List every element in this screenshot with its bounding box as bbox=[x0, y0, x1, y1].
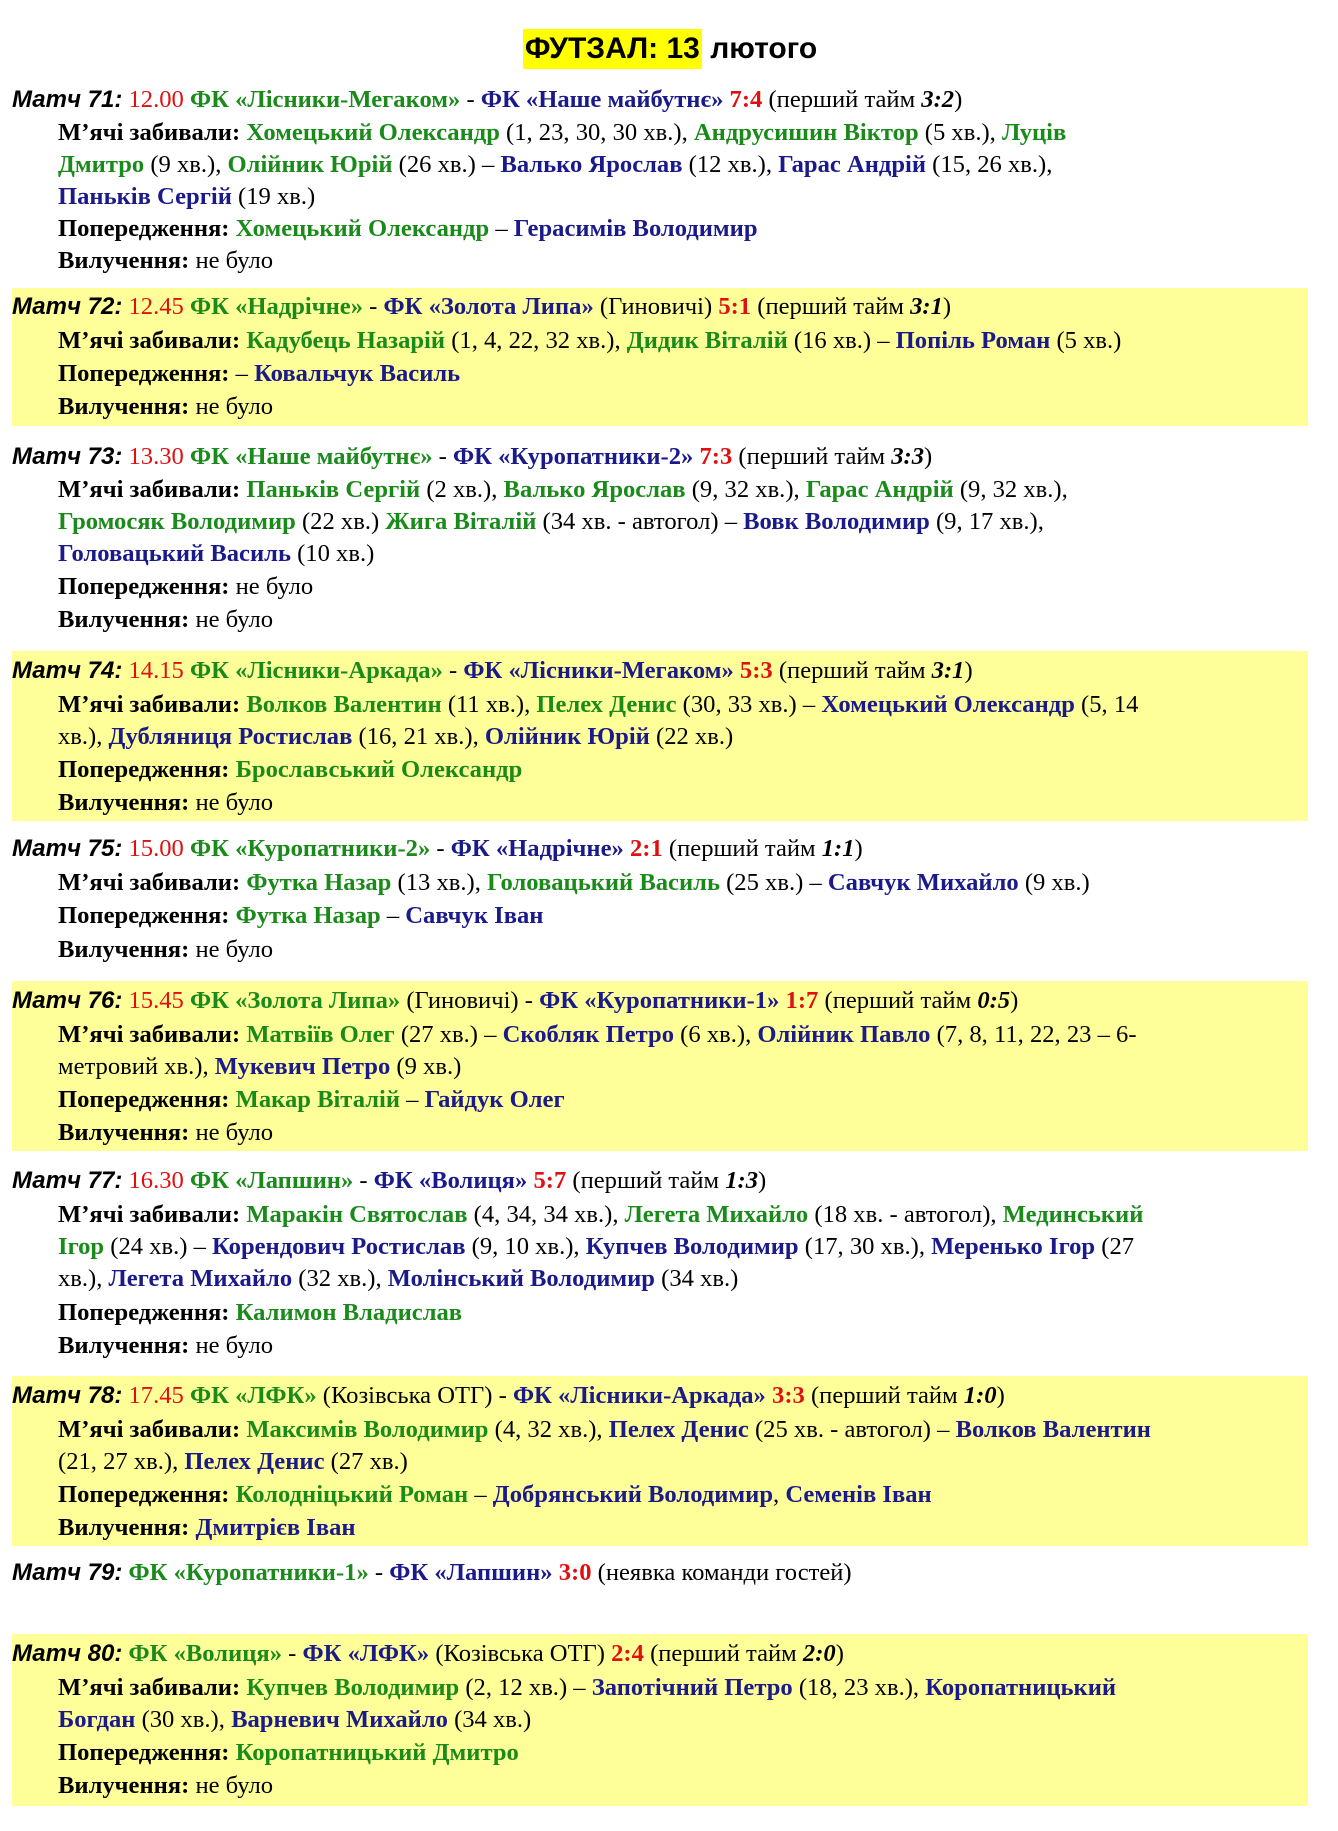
goals-line: М’ячі забивали: Маракін Святослав (4, 34, 34 хв.), Легета Михайло (18 хв. - автогол), Мединський bbox=[58, 1201, 1144, 1228]
warnings-line: Попередження: не було bbox=[58, 573, 314, 600]
goals-line: Ігор (24 хв.) – Корендович Ростислав (9, 10 хв.), Купчев Володимир (17, 30 хв.), Меренько Ігор (27 bbox=[58, 1233, 1135, 1260]
match-76-header: Матч 76: 15.45 ФК «Золота Липа» (Гиновичі) - ФК «Куропатники-1» 1:7 (перший тайм 0:5) bbox=[12, 987, 1019, 1014]
goals-line: Богдан (30 хв.), Варневич Михайло (34 хв.) bbox=[58, 1706, 532, 1733]
title-highlight: ФУТЗАЛ: 13 bbox=[523, 29, 702, 69]
match-76 bbox=[12, 981, 1308, 1151]
match-78-header: Матч 78: 17.45 ФК «ЛФК» (Козівська ОТГ) - ФК «Лісники-Аркада» 3:3 (перший тайм 1:0) bbox=[12, 1382, 1005, 1409]
warnings-line: Попередження: Брославський Олександр bbox=[58, 756, 523, 783]
warnings-line: Попередження: Макар Віталій – Гайдук Олег bbox=[58, 1086, 565, 1113]
match-74-header: Матч 74: 14.15 ФК «Лісники-Аркада» - ФК «Лісники-Мегаком» 5:3 (перший тайм 3:1) bbox=[12, 657, 973, 684]
match-77-header: Матч 77: 16.30 ФК «Лапшин» - ФК «Волиця» 5:7 (перший тайм 1:3) bbox=[12, 1167, 767, 1194]
match-72 bbox=[12, 288, 1308, 426]
sendoffs-line: Вилучення: не було bbox=[58, 1119, 274, 1146]
warnings-line: Попередження: Калимон Владислав bbox=[58, 1299, 463, 1326]
goals-line: М’ячі забивали: Купчев Володимир (2, 12 хв.) – Запотічний Петро (18, 23 хв.), Коропатницький bbox=[58, 1674, 1117, 1701]
warnings-line: Попередження: Коропатницький Дмитро bbox=[58, 1739, 519, 1766]
sendoffs-line: Вилучення: не було bbox=[58, 1332, 274, 1359]
sendoffs-line: Вилучення: не було bbox=[58, 789, 274, 816]
match-78 bbox=[12, 1376, 1308, 1546]
match-71-header: Матч 71: 12.00 ФК «Лісники-Мегаком» - ФК «Наше майбутнє» 7:4 (перший тайм 3:2) bbox=[12, 86, 963, 113]
goals-line: М’ячі забивали: Максимів Володимир (4, 32 хв.), Пелех Денис (25 хв. - автогол) – Волков Валентин bbox=[58, 1416, 1151, 1443]
match-71 bbox=[12, 84, 1308, 274]
goals-line: М’ячі забивали: Паньків Сергій (2 хв.), Валько Ярослав (9, 32 хв.), Гарас Андрій (9, 32 хв.), bbox=[58, 476, 1068, 503]
goals-line: Дмитро (9 хв.), Олійник Юрій (26 хв.) – Валько Ярослав (12 хв.), Гарас Андрій (15, 26 хв.), bbox=[58, 151, 1053, 178]
goals-line: Громосяк Володимир (22 хв.) Жига Віталій (34 хв. - автогол) – Вовк Володимир (9, 17 хв.), bbox=[58, 508, 1044, 535]
match-80-header: Матч 80: ФК «Волиця» - ФК «ЛФК» (Козівська ОТГ) 2:4 (перший тайм 2:0) bbox=[12, 1640, 844, 1667]
warnings-line: Попередження: – Ковальчук Василь bbox=[58, 360, 461, 387]
goals-line: Паньків Сергій (19 хв.) bbox=[58, 183, 316, 210]
goals-line: М’ячі забивали: Волков Валентин (11 хв.), Пелех Денис (30, 33 хв.) – Хомецький Олександр (5, 14 bbox=[58, 691, 1139, 718]
match-79 bbox=[12, 1557, 1308, 1593]
goals-line: М’ячі забивали: Футка Назар (13 хв.), Головацький Василь (25 хв.) – Савчук Михайло (9 хв.) bbox=[58, 869, 1090, 896]
match-80 bbox=[12, 1634, 1308, 1806]
match-72-header: Матч 72: 12.45 ФК «Надрічне» - ФК «Золота Липа» (Гиновичі) 5:1 (перший тайм 3:1) bbox=[12, 293, 952, 320]
goals-line: Головацький Василь (10 хв.) bbox=[58, 540, 375, 567]
match-77 bbox=[12, 1165, 1308, 1365]
goals-line: М’ячі забивали: Кадубець Назарій (1, 4, 22, 32 хв.), Дидик Віталій (16 хв.) – Попіль Роман (5 хв.) bbox=[58, 327, 1122, 354]
match-75 bbox=[12, 833, 1308, 969]
match-74 bbox=[12, 651, 1308, 821]
match-79-header: Матч 79: ФК «Куропатники-1» - ФК «Лапшин» 3:0 (неявка команди гостей) bbox=[12, 1559, 852, 1586]
warnings-line: Попередження: Футка Назар – Савчук Іван bbox=[58, 902, 544, 929]
title-suffix: лютого bbox=[701, 32, 818, 65]
sendoffs-line: Вилучення: не було bbox=[58, 936, 274, 963]
sendoffs-line: Вилучення: не було bbox=[58, 393, 274, 420]
sendoffs-line: Вилучення: не було bbox=[58, 247, 274, 274]
page-title bbox=[0, 26, 1338, 80]
warnings-line: Попередження: Колодніцький Роман – Добрянський Володимир, Семенів Іван bbox=[58, 1481, 932, 1508]
goals-line: метровий хв.), Мукевич Петро (9 хв.) bbox=[58, 1053, 462, 1080]
goals-line: хв.), Легета Михайло (32 хв.), Молінський Володимир (34 хв.) bbox=[58, 1265, 739, 1292]
goals-line: М’ячі забивали: Матвіїв Олег (27 хв.) – Скобляк Петро (6 хв.), Олійник Павло (7, 8, 11, 22, 23 – 6- bbox=[58, 1021, 1137, 1048]
goals-line: М’ячі забивали: Хомецький Олександр (1, 23, 30, 30 хв.), Андрусишин Віктор (5 хв.), Луців bbox=[58, 119, 1067, 146]
sendoffs-line: Вилучення: Дмитрієв Іван bbox=[58, 1514, 356, 1541]
warnings-line: Попередження: Хомецький Олександр – Герасимів Володимир bbox=[58, 215, 758, 242]
match-73 bbox=[12, 441, 1308, 641]
sendoffs-line: Вилучення: не було bbox=[58, 1772, 274, 1799]
goals-line: (21, 27 хв.), Пелех Денис (27 хв.) bbox=[58, 1448, 408, 1475]
match-73-header: Матч 73: 13.30 ФК «Наше майбутнє» - ФК «Куропатники-2» 7:3 (перший тайм 3:3) bbox=[12, 443, 933, 470]
goals-line: хв.), Дубляниця Ростислав (16, 21 хв.), Олійник Юрій (22 хв.) bbox=[58, 723, 734, 750]
sendoffs-line: Вилучення: не було bbox=[58, 606, 274, 633]
match-75-header: Матч 75: 15.00 ФК «Куропатники-2» - ФК «Надрічне» 2:1 (перший тайм 1:1) bbox=[12, 835, 863, 862]
